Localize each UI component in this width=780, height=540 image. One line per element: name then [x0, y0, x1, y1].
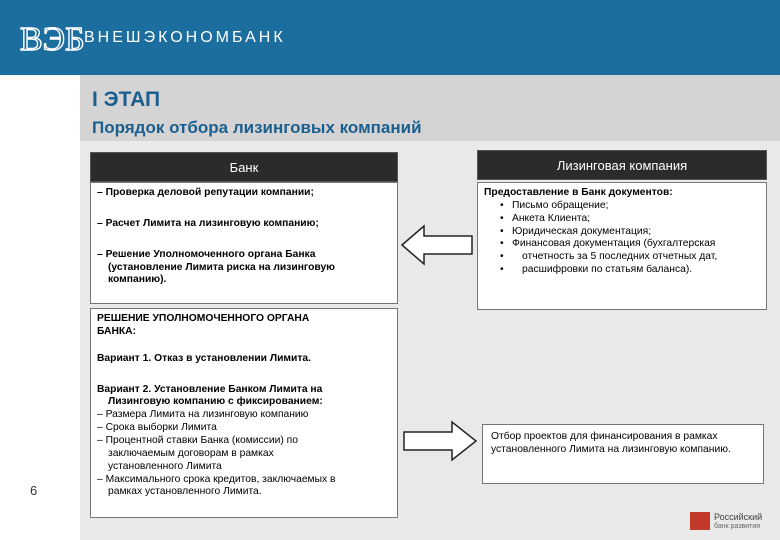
decision-item: – Процентной ставки Банка (комиссии) по [97, 435, 298, 447]
svg-text:ВЭБ: ВЭБ [20, 21, 85, 58]
decision-title: РЕШЕНИЕ УПОЛНОМОЧЕННОГО ОРГАНА [97, 313, 310, 324]
decision-item: установленного Лимита [108, 460, 222, 472]
doc-item: • Финансовая документация (бухгалтерская [484, 238, 760, 251]
decision-title: БАНКА: [97, 325, 137, 337]
decision-item: заключаемым договорам в рамках [108, 447, 274, 459]
doc-item: • отчетность за 5 последних отчетных дат, [484, 251, 760, 264]
doc-item: • Анкета Клиента; [484, 213, 760, 226]
bank-heading: Банк [90, 152, 398, 182]
page-subtitle: Порядок отбора лизинговых компаний [92, 118, 422, 137]
leasing-heading: Лизинговая компания [477, 150, 767, 180]
corner-logo [690, 512, 780, 540]
selection-text: Отбор проектов для финансирования в рамках установленного Лимита на лизинговую компанию. [491, 431, 731, 455]
variant-2: Лизинговую компанию с фиксированием: [108, 396, 323, 408]
bank-check-item: (установление Лимита риска на лизинговую [108, 261, 335, 273]
bank-check-item: компанию). [108, 274, 167, 286]
right-arrow-icon [400, 418, 480, 464]
decision-item: – Максимального срока кредитов, заключаемых в [97, 473, 336, 485]
stage-title: I ЭТАП [92, 88, 161, 111]
variant-1: Вариант 1. Отказ в установлении Лимита. [97, 352, 311, 364]
corner-label: банк развития [714, 523, 761, 530]
decision-box [90, 308, 398, 518]
selection-box [482, 424, 764, 484]
bank-checks-box [90, 182, 398, 304]
doc-item: • расшифровки по статьям баланса). [484, 264, 760, 277]
page-number: 6 [30, 483, 38, 498]
variant-2: Вариант 2. Установление Банком Лимита на [97, 383, 323, 395]
decision-item: рамках установленного Лимита. [108, 486, 262, 498]
bank-check-item: – Проверка деловой репутации компании; [97, 187, 314, 198]
corner-label: Российский [714, 512, 763, 522]
decision-item: – Срока выборки Лимита [97, 422, 217, 434]
veb-monogram-icon [18, 10, 85, 66]
left-arrow-icon [400, 222, 476, 268]
leasing-docs-box [477, 182, 767, 310]
rosbank-logo-icon [690, 512, 710, 530]
bank-check-item: – Расчет Лимита на лизинговую компанию; [97, 217, 319, 229]
doc-item: • Письмо обращение; [484, 200, 760, 213]
decision-item: – Размера Лимита на лизинговую компанию [97, 409, 309, 421]
bank-check-item: – Решение Уполномоченного органа Банка [97, 248, 316, 260]
docs-title: Предоставление в Банк документов: [484, 187, 673, 198]
brand-name: ВНЕШЭКОНОМБАНК [84, 29, 286, 46]
doc-item: • Юридическая документация; [484, 226, 760, 239]
left-margin [0, 75, 80, 540]
